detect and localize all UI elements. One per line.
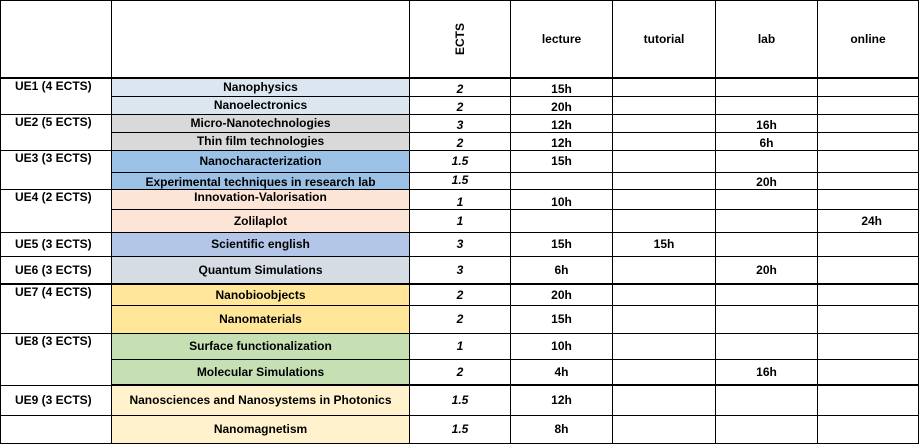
ects-cell[interactable]: 1.5 (410, 415, 511, 443)
lab-cell[interactable] (716, 415, 818, 443)
table-row (1, 256, 919, 284)
table-row (1, 333, 919, 359)
header-lab[interactable]: lab (716, 1, 818, 79)
lecture-cell[interactable]: 8h (511, 415, 613, 443)
online-cell[interactable] (818, 114, 919, 132)
ue-cell-ue9-blank[interactable] (1, 415, 112, 443)
course-cell[interactable]: Surface functionalization (112, 333, 410, 359)
online-cell[interactable] (818, 256, 919, 284)
course-cell[interactable]: Quantum Simulations (112, 256, 410, 284)
ects-cell[interactable]: 3 (410, 232, 511, 256)
table-row (1, 359, 919, 385)
table-row (1, 189, 919, 209)
course-cell[interactable]: Nanoelectronics (112, 96, 410, 114)
tutorial-cell[interactable] (613, 415, 716, 443)
lecture-cell[interactable]: 6h (511, 256, 613, 284)
tutorial-cell[interactable] (613, 385, 716, 415)
lab-cell[interactable]: 16h (716, 359, 818, 385)
tutorial-cell[interactable] (613, 114, 716, 132)
table-row (1, 209, 919, 232)
tutorial-cell[interactable] (613, 78, 716, 96)
tutorial-cell[interactable] (613, 284, 716, 305)
table-row (1, 78, 919, 96)
ects-cell[interactable]: 1.5 (410, 172, 511, 189)
tutorial-cell[interactable] (613, 189, 716, 209)
lecture-cell[interactable]: 4h (511, 359, 613, 385)
ue-cell-ue1[interactable]: UE1 (4 ECTS) (1, 78, 112, 114)
table-row (1, 305, 919, 333)
lab-cell[interactable] (716, 189, 818, 209)
online-cell[interactable] (818, 284, 919, 305)
online-cell[interactable] (818, 132, 919, 150)
header-tutorial[interactable]: tutorial (613, 1, 716, 79)
lecture-cell[interactable]: 12h (511, 132, 613, 150)
header-ects[interactable] (410, 1, 511, 79)
course-cell[interactable]: Nanophysics (112, 78, 410, 96)
tutorial-cell[interactable] (613, 359, 716, 385)
header-row (1, 1, 919, 79)
tutorial-cell[interactable] (613, 305, 716, 333)
online-cell[interactable] (818, 305, 919, 333)
course-cell[interactable]: Nanobioobjects (112, 284, 410, 305)
table-row (1, 96, 919, 114)
online-cell[interactable] (818, 189, 919, 209)
table-row (1, 150, 919, 172)
tutorial-cell[interactable] (613, 96, 716, 114)
ue-cell-ue7[interactable]: UE7 (4 ECTS) (1, 284, 112, 333)
table-row (1, 232, 919, 256)
header-online[interactable]: online (818, 1, 919, 79)
online-cell[interactable]: 24h (818, 209, 919, 232)
course-cell[interactable]: Nanocharacterization (112, 150, 410, 172)
ects-cell[interactable]: 1 (410, 189, 511, 209)
ue-cell-ue4[interactable]: UE4 (2 ECTS) (1, 189, 112, 232)
ects-cell[interactable]: 2 (410, 78, 511, 96)
lab-cell[interactable] (716, 96, 818, 114)
ue-cell-ue2[interactable]: UE2 (5 ECTS) (1, 114, 112, 150)
ue-cell-ue9[interactable]: UE9 (3 ECTS) (1, 385, 112, 415)
lab-cell[interactable] (716, 305, 818, 333)
course-cell[interactable]: Nanomagnetism (112, 415, 410, 443)
tutorial-cell[interactable] (613, 333, 716, 359)
lab-cell[interactable] (716, 232, 818, 256)
lecture-cell[interactable]: 15h (511, 232, 613, 256)
lecture-cell[interactable]: 20h (511, 96, 613, 114)
tutorial-cell[interactable]: 15h (613, 232, 716, 256)
header-lecture[interactable]: lecture (511, 1, 613, 79)
lecture-cell[interactable]: 10h (511, 333, 613, 359)
lab-cell[interactable]: 20h (716, 256, 818, 284)
course-cell[interactable]: Thin film technologies (112, 132, 410, 150)
online-cell[interactable] (818, 78, 919, 96)
lecture-cell[interactable]: 20h (511, 284, 613, 305)
lecture-cell[interactable]: 15h (511, 150, 613, 172)
ects-cell[interactable]: 2 (410, 359, 511, 385)
lab-cell[interactable] (716, 209, 818, 232)
header-blank-course[interactable] (112, 1, 410, 79)
lecture-cell[interactable]: 10h (511, 189, 613, 209)
ects-cell[interactable]: 1.5 (410, 385, 511, 415)
tutorial-cell[interactable] (613, 132, 716, 150)
table-row (1, 172, 919, 189)
tutorial-cell[interactable] (613, 256, 716, 284)
online-cell[interactable] (818, 333, 919, 359)
header-ects-label: ECTS (452, 22, 467, 56)
lecture-cell[interactable] (511, 209, 613, 232)
course-cell[interactable]: Molecular Simulations (112, 359, 410, 385)
online-cell[interactable] (818, 385, 919, 415)
lab-cell[interactable] (716, 284, 818, 305)
online-cell[interactable] (818, 150, 919, 172)
online-cell[interactable] (818, 415, 919, 443)
tutorial-cell[interactable] (613, 172, 716, 189)
lab-cell[interactable]: 20h (716, 172, 818, 189)
lecture-cell[interactable]: 15h (511, 78, 613, 96)
ects-cell[interactable]: 2 (410, 284, 511, 305)
table-row (1, 132, 919, 150)
header-blank-ue[interactable] (1, 1, 112, 79)
ects-cell[interactable]: 2 (410, 305, 511, 333)
ue-cell-ue8[interactable]: UE8 (3 ECTS) (1, 333, 112, 385)
ects-cell[interactable]: 1 (410, 209, 511, 232)
ue-cell-ue3[interactable]: UE3 (3 ECTS) (1, 150, 112, 189)
ects-cell[interactable]: 3 (410, 114, 511, 132)
tutorial-cell[interactable] (613, 150, 716, 172)
table-row (1, 114, 919, 132)
course-cell[interactable]: Experimental techniques in research lab (112, 172, 410, 189)
lecture-cell[interactable] (511, 172, 613, 189)
course-cell[interactable]: Scientific english (112, 232, 410, 256)
course-cell[interactable]: Nanosciences and Nanosystems in Photonics (112, 385, 410, 415)
ue-cell-ue6[interactable]: UE6 (3 ECTS) (1, 256, 112, 284)
lab-cell[interactable]: 6h (716, 132, 818, 150)
course-cell[interactable]: Innovation-Valorisation (112, 189, 410, 209)
course-cell[interactable]: Zolilaplot (112, 209, 410, 232)
lab-cell[interactable] (716, 333, 818, 359)
lecture-cell[interactable]: 15h (511, 305, 613, 333)
tutorial-cell[interactable] (613, 209, 716, 232)
table-row (1, 284, 919, 305)
lab-cell[interactable] (716, 385, 818, 415)
lab-cell[interactable] (716, 78, 818, 96)
course-cell[interactable]: Nanomaterials (112, 305, 410, 333)
table-row (1, 415, 919, 443)
lab-cell[interactable] (716, 150, 818, 172)
online-cell[interactable] (818, 232, 919, 256)
ue-cell-ue5[interactable]: UE5 (3 ECTS) (1, 232, 112, 256)
online-cell[interactable] (818, 359, 919, 385)
ects-cell[interactable]: 3 (410, 256, 511, 284)
ects-cell[interactable]: 2 (410, 132, 511, 150)
ects-cell[interactable]: 1.5 (410, 150, 511, 172)
online-cell[interactable] (818, 96, 919, 114)
lecture-cell[interactable]: 12h (511, 114, 613, 132)
online-cell[interactable] (818, 172, 919, 189)
course-cell[interactable]: Micro-Nanotechnologies (112, 114, 410, 132)
lecture-cell[interactable]: 12h (511, 385, 613, 415)
table-row (1, 385, 919, 415)
ects-cell[interactable]: 1 (410, 333, 511, 359)
lab-cell[interactable]: 16h (716, 114, 818, 132)
ects-cell[interactable]: 2 (410, 96, 511, 114)
